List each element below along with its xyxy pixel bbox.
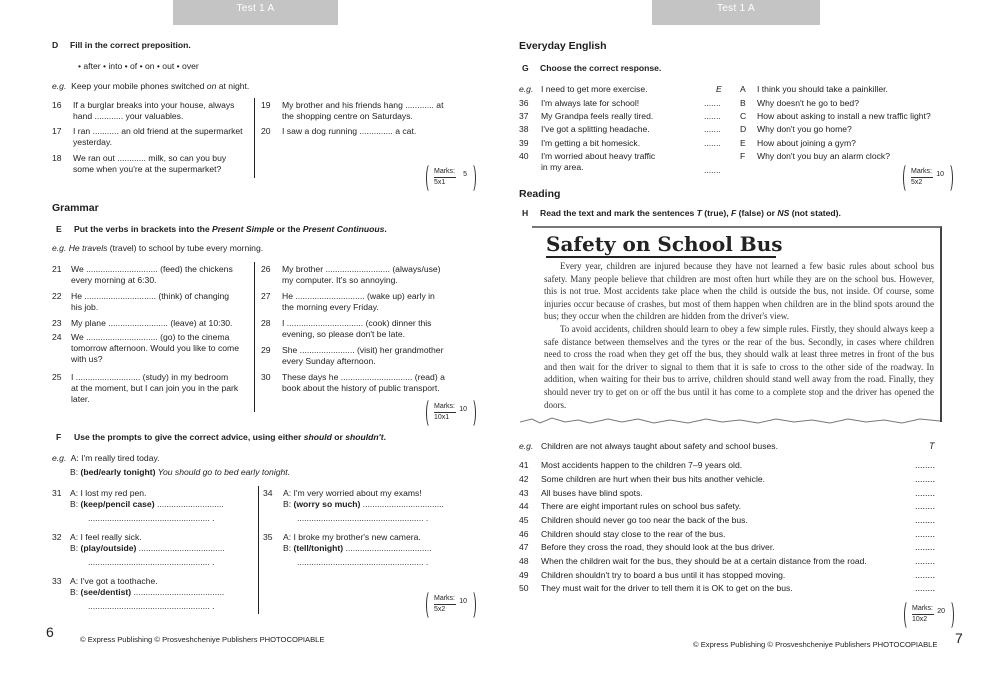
list-item: She ....................... (visit) her grandmother every Sunday afternoon. (282, 345, 444, 366)
section-e-example: e.g. He travels (travel) to school by tube every morning. (52, 243, 264, 253)
example-answer: E (716, 84, 722, 94)
list-item: I saw a dog running .............. a cat. (282, 126, 417, 136)
response-option: Why don't you buy an alarm clock? (757, 151, 890, 161)
response-option: I think you should take a painkiller. (757, 84, 888, 94)
list-item: He .............................. (think) of changing his job. (71, 291, 230, 312)
test-tab: Test 1 A (173, 0, 338, 25)
test-tab: Test 1 A (652, 0, 820, 25)
answer-blank: ........ (915, 515, 936, 525)
list-item: He ............................. (wake up) early in the morning every Friday. (282, 291, 435, 312)
section-d-heading: D Fill in the correct preposition. (52, 40, 191, 50)
section-g-heading: G Choose the correct response. (522, 63, 662, 73)
preposition-options: • after • into • of • on • out • over (78, 61, 199, 71)
list-item: Children should never go too near the back of the bus. (541, 515, 748, 525)
list-item: I'm getting a bit homesick. (541, 138, 641, 148)
answer-blank: ........ (915, 501, 936, 511)
marks-box: Marks: 10x2 20 (904, 600, 954, 630)
answer-blank: ....... (704, 165, 721, 175)
title-underline (546, 256, 776, 258)
section-d-example: e.g. Keep your mobile phones switched on at night. (52, 81, 250, 91)
list-item: There are eight important rules on school bus safety. (541, 501, 741, 511)
answer-blank: ........ (915, 570, 936, 580)
list-item: If a burglar breaks into your house, always hand ............ your valuables. (73, 100, 235, 121)
section-h-heading: H Read the text and mark the sentences T (true), F (false) or NS (not stated). (522, 208, 841, 218)
list-item: My brother ........................... (always/use) my computer. It's so annoying. (282, 264, 441, 285)
article-title: Safety on School Bus (546, 232, 783, 256)
response-option: Why doesn't he go to bed? (757, 98, 859, 108)
footer-copyright: © Express Publishing © Prosveshcheniye Publishers PHOTOCOPIABLE (80, 635, 325, 644)
list-item: A: I feel really sick. B: (play/outside) .................................... ................................................... . (70, 532, 225, 567)
list-item: I've got a splitting headache. (541, 124, 650, 134)
list-item: My brother and his friends hang ............ at the shopping centre on Saturdays. (282, 100, 444, 121)
list-item: Children should stay close to the rear of the bus. (541, 529, 726, 539)
footer-copyright: © Express Publishing © Prosveshcheniye Publishers PHOTOCOPIABLE (693, 640, 938, 649)
response-option: How about joining a gym? (757, 138, 856, 148)
list-item: I ........................... (study) in my bedroom at the moment, but I can join you in the park later. (71, 372, 239, 404)
article-paragraph: Every year, children are injured because they have not learned a few basic rules about school bus safety. Many people believe that children are most often hurt while they are on the school bus. However, this is not true. Most accidents take place when the child is outside the bus, not inside. Of course, some injuries occur because of crashes, but most of them happen when children are in the blind spots around the bus; they occur when the children are hidden from the driver's view. (544, 261, 934, 322)
answer-blank: ........ (915, 542, 936, 552)
list-item: We ran out ............ milk, so can you buy some when you're at the supermarket? (73, 153, 227, 174)
column-divider (254, 98, 255, 178)
list-item: Most accidents happen to the children 7–9 years old. (541, 460, 743, 470)
answer-blank: ........ (915, 460, 936, 470)
column-divider (254, 262, 255, 412)
answer-blank: ....... (704, 124, 721, 134)
list-item: I ................................ (cook) dinner this evening, so please don't be late. (282, 318, 432, 339)
example-answer: T (929, 441, 935, 451)
list-item: When the children wait for the bus, they should be at a certain distance from the road. (541, 556, 867, 566)
list-item: Children shouldn't try to board a bus until it has stopped moving. (541, 570, 786, 580)
list-item: A: I broke my brother's new camera. B: (tell/tonight) .................................... ..................................................... . (283, 532, 432, 567)
marks-box: Marks: 5x2 10 (903, 163, 953, 193)
grammar-heading: Grammar (52, 202, 99, 214)
list-item: My plane ......................... (leave) at 10:30. (71, 318, 233, 328)
everyday-english-heading: Everyday English (519, 40, 607, 52)
list-item: A: I'm very worried about my exams! B: (worry so much) .................................. ..................................................... . (283, 488, 444, 523)
list-item: These days he .............................. (read) a book about the history of public transport. (282, 372, 445, 393)
article-body (544, 260, 934, 411)
section-f-heading: F Use the prompts to give the correct advice, using either should or shouldn't. (56, 432, 386, 442)
marks-box: Marks: 5x2 10 (426, 590, 476, 620)
answer-blank: ........ (915, 488, 936, 498)
section-f-example-answer: B: (bed/early tonight) You should go to bed early tonight. (70, 467, 291, 477)
answer-blank: ........ (915, 583, 936, 593)
list-item: We .............................. (go) to the cinema tomorrow afternoon. Would you like to come with us? (71, 332, 239, 364)
section-e-heading: E Put the verbs in brackets into the Present Simple or the Present Continuous. (56, 224, 387, 234)
list-item: They must wait for the driver to tell them it is OK to get on the bus. (541, 583, 793, 593)
section-f-example: e.g. A: I'm really tired today. (52, 453, 160, 463)
answer-blank: ........ (915, 474, 936, 484)
answer-blank: ........ (915, 556, 936, 566)
torn-edge (520, 414, 940, 428)
list-item: I ran ........... an old friend at the supermarket yesterday. (73, 126, 243, 147)
answer-blank: ........ (915, 529, 936, 539)
list-item: My Grandpa feels really tired. (541, 111, 654, 121)
response-option: How about asking to install a new traffic light? (757, 111, 931, 121)
list-item: Before they cross the road, they should look at the bus driver. (541, 542, 775, 552)
response-option: Why don't you go home? (757, 124, 852, 134)
page-number: 6 (46, 624, 54, 640)
list-item: A: I've got a toothache. B: (see/dentist) ...................................... ................................................... . (70, 576, 225, 611)
answer-blank: ....... (704, 138, 721, 148)
list-item: A: I lost my red pen. B: (keep/pencil case) ............................ ................................................... . (70, 488, 224, 523)
list-item: We .............................. (feed) the chickens every morning at 6:30. (71, 264, 233, 285)
list-item: I'm always late for school! (541, 98, 640, 108)
reading-heading: Reading (519, 188, 561, 200)
list-item: I need to get more exercise. (541, 84, 648, 94)
list-item: All buses have blind spots. (541, 488, 643, 498)
marks-box: Marks: 10x1 10 (426, 398, 476, 428)
answer-blank: ....... (704, 98, 721, 108)
article-paragraph: To avoid accidents, children should learn to obey a few simple rules. Firstly, they should always keep a safe distance between themselves and the tyres or the rear of the bus. Secondly, in cases where children need to cross the road when they get off the bus, they should walk at least three metres in front of the bus and then wait for the driver to signal to them that it is safe to cross to the other side of the roadway. In addition, when waiting for their bus to arrive, children should stand well away from the road. Finally, they should never try to get on or off the bus until it has come to a complete stop and the driver has opened the doors. (544, 323, 934, 410)
column-divider (258, 486, 259, 614)
list-item: Children are not always taught about safety and school buses. (541, 441, 778, 451)
answer-blank: ....... (704, 111, 721, 121)
list-item: I'm worried about heavy traffic in my area. (541, 151, 656, 172)
list-item: Some children are hurt when their bus hits another vehicle. (541, 474, 766, 484)
page-number: 7 (955, 630, 963, 646)
marks-box: Marks: 5x1 5 (426, 163, 476, 193)
